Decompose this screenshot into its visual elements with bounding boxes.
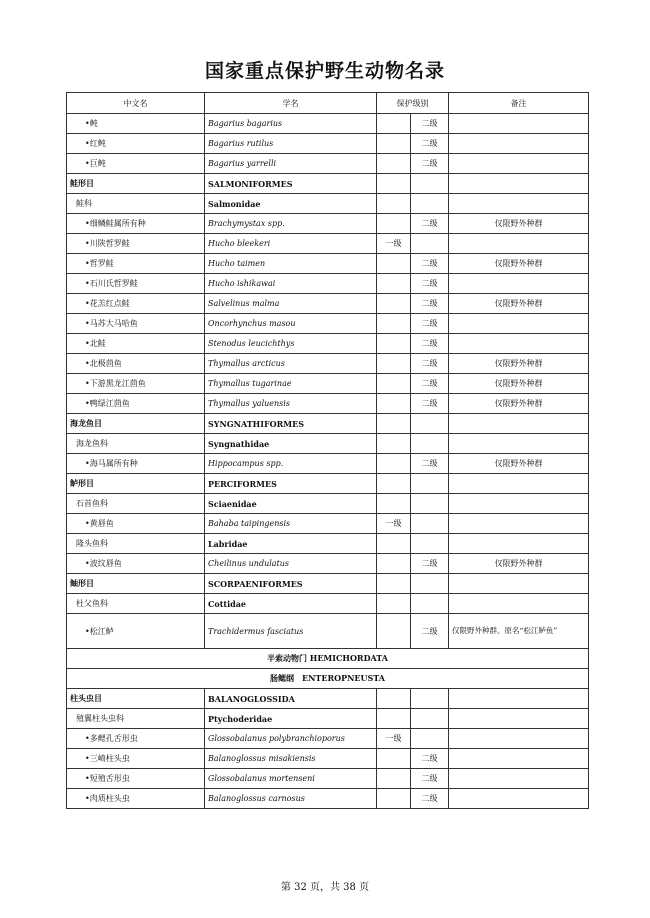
level-two-cell: 二级 [411,154,449,174]
remarks-cell [449,474,589,494]
level-one-cell [377,214,411,234]
level-two-cell [411,414,449,434]
table-row [67,689,589,709]
level-one-cell [377,494,411,514]
remarks-cell: 仅限野外种群 [449,254,589,274]
remarks-cell: 仅限野外种群 [449,214,589,234]
scientific-name-cell: SALMONIFORMES [205,174,377,194]
remarks-cell: 仅限野外种群 [449,554,589,574]
chinese-name-cell: •细鳞鲑属所有种 [67,214,205,234]
level-two-cell [411,174,449,194]
chinese-name-cell: •北鲑 [67,334,205,354]
level-one-cell [377,594,411,614]
table-row [67,534,589,554]
table-body [67,114,589,809]
scientific-name-cell: Bagarius yarrelli [205,154,377,174]
level-two-cell [411,234,449,254]
remarks-cell [449,749,589,769]
chinese-name-cell: 鲑科 [67,194,205,214]
level-one-cell [377,254,411,274]
table-row [67,554,589,574]
section-row [67,649,589,669]
chinese-name-cell: 杜父鱼科 [67,594,205,614]
table-row [67,749,589,769]
table-row [67,414,589,434]
chinese-name-cell: •巨鲀 [67,154,205,174]
chinese-name-cell: 柱头虫目 [67,689,205,709]
chinese-name-cell: 鲉形目 [67,574,205,594]
remarks-cell: 仅限野外种群 [449,354,589,374]
chinese-name-cell: •松江鲈 [67,614,205,649]
header-remarks: 备注 [449,93,589,114]
table-row [67,769,589,789]
scientific-name-cell: Cottidae [205,594,377,614]
table-row [67,394,589,414]
chinese-name-cell: •多鳃孔舌形虫 [67,729,205,749]
table-row [67,234,589,254]
level-one-cell: 一级 [377,729,411,749]
chinese-name-cell: •北极茴鱼 [67,354,205,374]
level-one-cell [377,689,411,709]
level-two-cell: 二级 [411,334,449,354]
header-protection-level: 保护级别 [377,93,449,114]
level-one-cell [377,154,411,174]
level-one-cell [377,749,411,769]
level-one-cell [377,354,411,374]
scientific-name-cell: Glossobalanus polybranchioporus [205,729,377,749]
table-row [67,334,589,354]
table-row [67,474,589,494]
table-row [67,729,589,749]
level-one-cell [377,709,411,729]
level-one-cell [377,194,411,214]
remarks-cell: 仅限野外种群 [449,374,589,394]
level-one-cell [377,334,411,354]
chinese-name-cell: •红鲀 [67,134,205,154]
chinese-name-cell: 隆头鱼科 [67,534,205,554]
scientific-name-cell: SCORPAENIFORMES [205,574,377,594]
level-one-cell [377,394,411,414]
table-row [67,154,589,174]
page-number: 第 32 页，共 38 页 [280,882,370,893]
chinese-name-cell: •鲀 [67,114,205,134]
chinese-name-cell: 鲑形目 [67,174,205,194]
level-two-cell: 二级 [411,374,449,394]
scientific-name-cell: Thymallus yaluensis [205,394,377,414]
level-one-cell [377,789,411,809]
level-two-cell [411,194,449,214]
chinese-name-cell: •哲罗鲑 [67,254,205,274]
scientific-name-cell: Oncorhynchus masou [205,314,377,334]
level-two-cell [411,574,449,594]
chinese-name-cell: •花羔红点鲑 [67,294,205,314]
scientific-name-cell: Syngnathidae [205,434,377,454]
section-row [67,669,589,689]
scientific-name-cell: Glossobalanus mortenseni [205,769,377,789]
level-two-cell: 二级 [411,114,449,134]
scientific-name-cell: Balanoglossus carnosus [205,789,377,809]
table-row [67,354,589,374]
scientific-name-cell: Salmonidae [205,194,377,214]
chinese-name-cell: 石首鱼科 [67,494,205,514]
table-row [67,134,589,154]
chinese-name-cell: •马苏大马哈鱼 [67,314,205,334]
table-row [67,594,589,614]
remarks-cell [449,434,589,454]
scientific-name-cell: Bagarius bagarius [205,114,377,134]
level-two-cell: 二级 [411,274,449,294]
remarks-cell [449,134,589,154]
level-two-cell [411,514,449,534]
level-two-cell [411,594,449,614]
scientific-name-cell: Bahaba taipingensis [205,514,377,534]
remarks-cell [449,314,589,334]
remarks-cell: 仅限野外种群。原名“松江鲈鱼” [449,614,589,649]
level-two-cell: 二级 [411,769,449,789]
chinese-name-cell: •短殖舌形虫 [67,769,205,789]
level-two-cell: 二级 [411,354,449,374]
table-header-row [67,93,589,114]
remarks-cell [449,769,589,789]
level-one-cell [377,374,411,394]
level-one-cell [377,614,411,649]
remarks-cell [449,234,589,254]
level-two-cell [411,494,449,514]
level-one-cell [377,554,411,574]
remarks-cell [449,194,589,214]
level-one-cell [377,474,411,494]
chinese-name-cell: •石川氏哲罗鲑 [67,274,205,294]
scientific-name-cell: Hucho bleekeri [205,234,377,254]
scientific-name-cell: Thymallus tugarinae [205,374,377,394]
level-two-cell: 二级 [411,254,449,274]
level-two-cell: 二级 [411,294,449,314]
header-scientific-name: 学名 [205,93,377,114]
chinese-name-cell: 鲈形目 [67,474,205,494]
table-row [67,254,589,274]
chinese-name-cell: •波纹唇鱼 [67,554,205,574]
chinese-name-cell: •海马属所有种 [67,454,205,474]
table-row [67,114,589,134]
table-row [67,174,589,194]
chinese-name-cell: •肉质柱头虫 [67,789,205,809]
table-row [67,274,589,294]
scientific-name-cell: Balanoglossus misakiensis [205,749,377,769]
table-row [67,709,589,729]
remarks-cell [449,494,589,514]
chinese-name-cell: •下游黑龙江茴鱼 [67,374,205,394]
scientific-name-cell: Stenodus leucichthys [205,334,377,354]
remarks-cell [449,574,589,594]
table-row [67,574,589,594]
scientific-name-cell: Bagarius rutilus [205,134,377,154]
scientific-name-cell: Hippocampus spp. [205,454,377,474]
level-one-cell [377,294,411,314]
scientific-name-cell: SYNGNATHIFORMES [205,414,377,434]
table-row [67,789,589,809]
level-one-cell [377,114,411,134]
level-two-cell [411,709,449,729]
scientific-name-cell: Salvelinus malma [205,294,377,314]
table-row [67,434,589,454]
remarks-cell [449,154,589,174]
remarks-cell [449,729,589,749]
chinese-name-cell: 海龙鱼目 [67,414,205,434]
remarks-cell [449,594,589,614]
level-two-cell: 二级 [411,394,449,414]
level-one-cell [377,454,411,474]
level-two-cell [411,434,449,454]
scientific-name-cell: Hucho ishikawai [205,274,377,294]
remarks-cell [449,414,589,434]
level-one-cell [377,174,411,194]
level-two-cell [411,689,449,709]
level-one-cell: 一级 [377,234,411,254]
table-row [67,294,589,314]
level-two-cell: 二级 [411,134,449,154]
page-title: 国家重点保护野生动物名录 [204,60,445,82]
scientific-name-cell: Hucho taimen [205,254,377,274]
scientific-name-cell: BALANOGLOSSIDA [205,689,377,709]
section-heading: 肠鳃纲 ENTEROPNEUSTA [67,669,589,689]
table-row [67,454,589,474]
level-one-cell [377,314,411,334]
remarks-cell [449,709,589,729]
remarks-cell [449,114,589,134]
remarks-cell [449,534,589,554]
level-two-cell: 二级 [411,314,449,334]
remarks-cell [449,689,589,709]
scientific-name-cell: Sciaenidae [205,494,377,514]
level-two-cell: 二级 [411,789,449,809]
level-two-cell: 二级 [411,214,449,234]
level-two-cell: 二级 [411,749,449,769]
chinese-name-cell: •川陕哲罗鲑 [67,234,205,254]
remarks-cell [449,334,589,354]
level-two-cell: 二级 [411,454,449,474]
scientific-name-cell: Ptychoderidae [205,709,377,729]
scientific-name-cell: Cheilinus undulatus [205,554,377,574]
table-row [67,374,589,394]
level-two-cell: 二级 [411,554,449,574]
level-two-cell [411,729,449,749]
remarks-cell [449,514,589,534]
level-two-cell [411,474,449,494]
level-one-cell [377,534,411,554]
remarks-cell [449,789,589,809]
remarks-cell: 仅限野外种群 [449,454,589,474]
chinese-name-cell: •三崎柱头虫 [67,749,205,769]
chinese-name-cell: 殖翼柱头虫科 [67,709,205,729]
species-table [66,92,589,809]
chinese-name-cell: 海龙鱼科 [67,434,205,454]
table-row [67,614,589,649]
level-one-cell [377,574,411,594]
scientific-name-cell: PERCIFORMES [205,474,377,494]
scientific-name-cell: Brachymystax spp. [205,214,377,234]
section-heading: 半索动物门 HEMICHORDATA [67,649,589,669]
scientific-name-cell: Labridae [205,534,377,554]
level-two-cell: 二级 [411,614,449,649]
level-one-cell [377,414,411,434]
table-row [67,194,589,214]
level-one-cell: 一级 [377,514,411,534]
level-two-cell [411,534,449,554]
scientific-name-cell: Trachidermus fasciatus [205,614,377,649]
table-row [67,494,589,514]
remarks-cell: 仅限野外种群 [449,294,589,314]
remarks-cell: 仅限野外种群 [449,394,589,414]
header-chinese-name: 中文名 [67,93,205,114]
table-row [67,214,589,234]
level-one-cell [377,769,411,789]
level-one-cell [377,434,411,454]
table-row [67,314,589,334]
chinese-name-cell: •黄唇鱼 [67,514,205,534]
chinese-name-cell: •鸭绿江茴鱼 [67,394,205,414]
table-row [67,514,589,534]
level-one-cell [377,274,411,294]
remarks-cell [449,174,589,194]
remarks-cell [449,274,589,294]
level-one-cell [377,134,411,154]
scientific-name-cell: Thymallus arcticus [205,354,377,374]
